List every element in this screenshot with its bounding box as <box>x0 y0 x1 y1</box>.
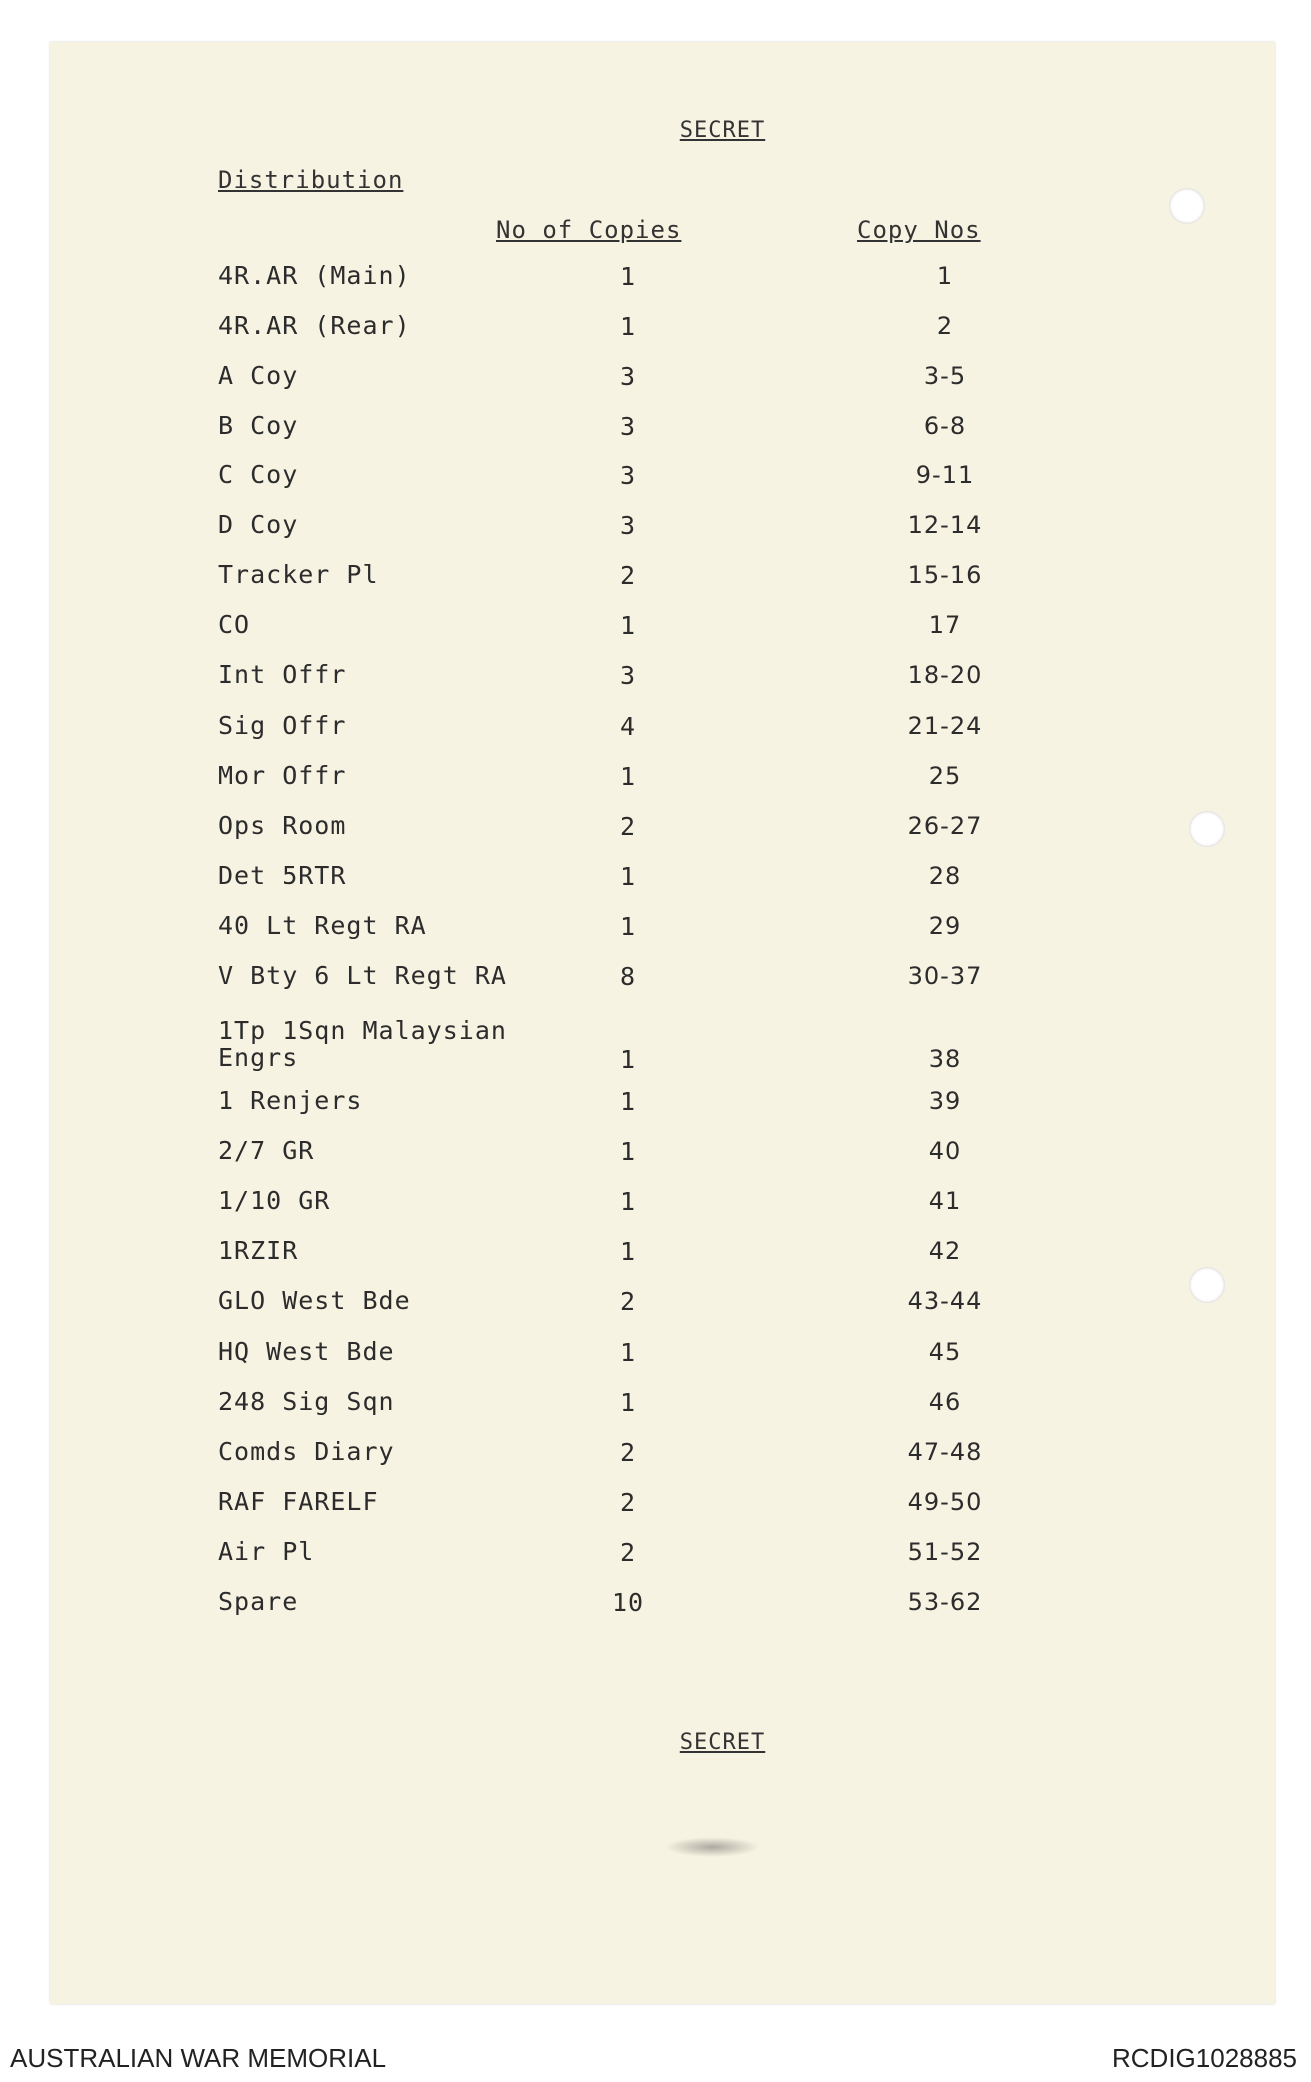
table-row <box>218 1087 1218 1137</box>
document-page <box>50 42 1275 2004</box>
copy-nos-cell: 26-27 <box>907 812 983 840</box>
table-row <box>218 362 1218 412</box>
table-row <box>218 1388 1218 1438</box>
copies-cell: 1 <box>619 1045 637 1074</box>
copy-nos-cell: 25 <box>928 762 962 790</box>
table-row <box>218 1016 1218 1074</box>
copy-nos-cell: 53-62 <box>907 1588 983 1616</box>
copies-cell: 2 <box>619 812 637 841</box>
unit-cell: RAF FARELF <box>218 1487 379 1516</box>
copies-cell: 2 <box>619 1438 637 1467</box>
copies-cell: 1 <box>619 312 637 341</box>
copies-cell: 3 <box>619 511 637 540</box>
unit-cell: 40 Lt Regt RA <box>218 911 427 940</box>
copies-cell: 1 <box>619 1137 637 1166</box>
copy-nos-cell: 17 <box>928 611 962 639</box>
copies-cell: 1 <box>619 262 637 291</box>
copy-nos-cell: 2 <box>936 312 954 340</box>
table-row <box>218 1237 1218 1287</box>
copy-nos-cell: 42 <box>928 1237 962 1265</box>
unit-cell: Det 5RTR <box>218 861 347 890</box>
punch-hole-top <box>1169 188 1205 224</box>
unit-cell: HQ West Bde <box>218 1337 395 1366</box>
copy-nos-cell: 18-20 <box>907 661 983 689</box>
copy-nos-cell: 39 <box>928 1087 962 1115</box>
unit-cell: V Bty 6 Lt Regt RA <box>218 961 507 990</box>
unit-cell: Ops Room <box>218 811 347 840</box>
copy-nos-cell: 38 <box>928 1045 962 1073</box>
table-row <box>218 812 1218 862</box>
unit-cell: Air Pl <box>218 1537 315 1566</box>
unit-cell: 1/10 GR <box>218 1186 331 1215</box>
table-row <box>218 1338 1218 1388</box>
table-row <box>218 412 1218 462</box>
unit-cell: Int Offr <box>218 660 347 689</box>
unit-cell: Tracker Pl <box>218 560 379 589</box>
copies-cell: 4 <box>619 712 637 741</box>
table-row <box>218 762 1218 812</box>
copies-cell: 10 <box>611 1588 645 1617</box>
copies-cell: 1 <box>619 762 637 791</box>
copy-nos-cell: 12-14 <box>907 511 983 539</box>
table-row <box>218 712 1218 762</box>
unit-cell: A Coy <box>218 361 299 390</box>
unit-cell: Mor Offr <box>218 761 347 790</box>
unit-cell: 1RZIR <box>218 1236 299 1265</box>
copies-cell: 1 <box>619 611 637 640</box>
unit-cell: GLO West Bde <box>218 1286 411 1315</box>
copies-cell: 1 <box>619 1087 637 1116</box>
unit-cell: 4R.AR (Main) <box>218 261 411 290</box>
copies-cell: 1 <box>619 912 637 941</box>
unit-cell: 248 Sig Sqn <box>218 1387 395 1416</box>
copy-nos-cell: 30-37 <box>907 962 983 990</box>
security-marking-bottom: SECRET <box>679 1730 766 1755</box>
copy-nos-cell: 3-5 <box>923 362 967 390</box>
copies-cell: 1 <box>619 862 637 891</box>
copy-nos-cell: 21-24 <box>907 712 983 740</box>
copies-cell: 2 <box>619 561 637 590</box>
copy-nos-cell: 6-8 <box>923 412 967 440</box>
unit-cell: 1Tp 1Sqn Malaysian Engrs <box>218 1016 507 1072</box>
ink-smudge <box>665 1837 760 1857</box>
copy-nos-cell: 29 <box>928 912 962 940</box>
table-row <box>218 862 1218 912</box>
unit-cell: 4R.AR (Rear) <box>218 311 411 340</box>
unit-cell: Comds Diary <box>218 1437 395 1466</box>
copy-nos-cell: 49-50 <box>907 1488 983 1516</box>
copy-nos-cell: 45 <box>928 1338 962 1366</box>
unit-cell: Spare <box>218 1587 299 1616</box>
table-row <box>218 1287 1218 1337</box>
copy-nos-cell: 28 <box>928 862 962 890</box>
table-row <box>218 1588 1218 1638</box>
unit-cell: 2/7 GR <box>218 1136 315 1165</box>
table-row <box>218 1137 1218 1187</box>
table-row <box>218 611 1218 661</box>
copy-nos-cell: 15-16 <box>907 561 983 589</box>
copies-cell: 2 <box>619 1287 637 1316</box>
copy-nos-cell: 43-44 <box>907 1287 983 1315</box>
copies-cell: 2 <box>619 1488 637 1517</box>
table-row <box>218 1488 1218 1538</box>
unit-cell: Sig Offr <box>218 711 347 740</box>
unit-cell: 1 Renjers <box>218 1086 363 1115</box>
copy-nos-cell: 40 <box>928 1137 962 1165</box>
table-row <box>218 661 1218 711</box>
copy-nos-cell: 46 <box>928 1388 962 1416</box>
copies-cell: 1 <box>619 1338 637 1367</box>
copies-cell: 3 <box>619 461 637 490</box>
table-row <box>218 1538 1218 1588</box>
footer-archive-label: AUSTRALIAN WAR MEMORIAL <box>10 2043 387 2073</box>
table-row <box>218 511 1218 561</box>
copy-nos-cell: 51-52 <box>907 1538 983 1566</box>
copy-nos-cell: 9-11 <box>915 461 975 489</box>
unit-cell: CO <box>218 610 251 639</box>
copy-nos-cell: 41 <box>928 1187 962 1215</box>
table-row <box>218 312 1218 362</box>
copies-cell: 3 <box>619 661 637 690</box>
copies-cell: 1 <box>619 1187 637 1216</box>
table-row <box>218 561 1218 611</box>
copies-cell: 3 <box>619 362 637 391</box>
copy-nos-cell: 1 <box>936 262 954 290</box>
table-row <box>218 1438 1218 1488</box>
copies-cell: 3 <box>619 412 637 441</box>
unit-cell: B Coy <box>218 411 299 440</box>
footer-record-id: RCDIG1028885 <box>1112 2043 1297 2073</box>
unit-cell: C Coy <box>218 460 299 489</box>
copy-nos-cell: 47-48 <box>907 1438 983 1466</box>
table-row <box>218 262 1218 312</box>
table-row <box>218 461 1218 511</box>
copies-cell: 1 <box>619 1388 637 1417</box>
column-header-copy-nos: Copy Nos <box>857 216 981 244</box>
unit-cell: D Coy <box>218 510 299 539</box>
table-row <box>218 912 1218 962</box>
column-header-copies: No of Copies <box>496 216 682 244</box>
security-marking-top: SECRET <box>679 118 766 143</box>
table-row <box>218 1187 1218 1237</box>
table-row <box>218 962 1218 1012</box>
copies-cell: 2 <box>619 1538 637 1567</box>
distribution-heading: Distribution <box>218 166 404 194</box>
copies-cell: 8 <box>619 962 637 991</box>
copies-cell: 1 <box>619 1237 637 1266</box>
